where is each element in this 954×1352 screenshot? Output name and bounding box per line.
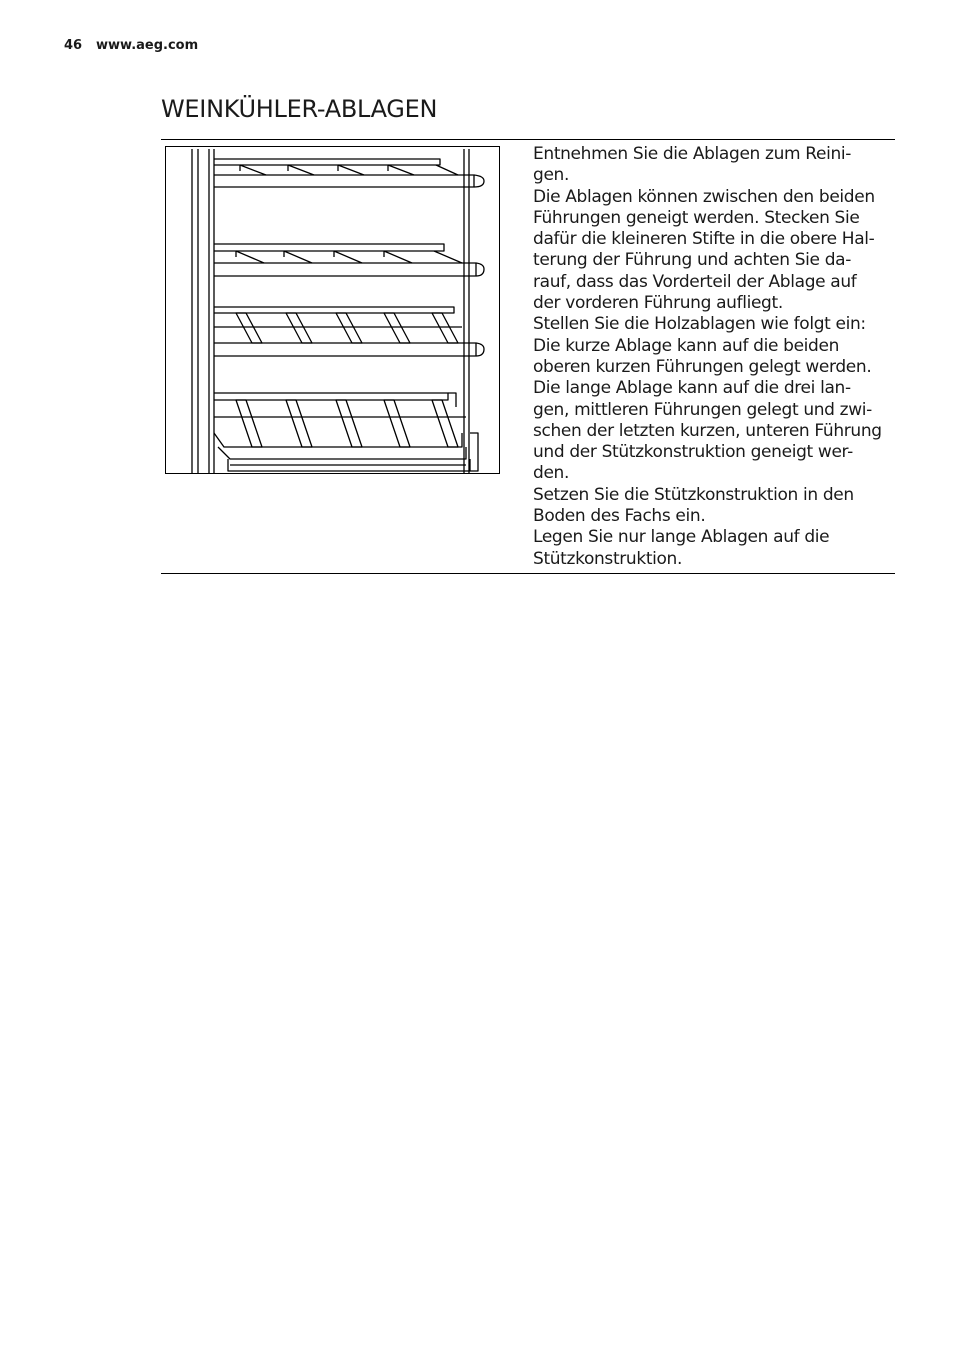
section-title: WEINKÜHLER-ABLAGEN bbox=[161, 95, 438, 123]
wine-shelves-illustration bbox=[165, 146, 500, 474]
website-url: www.aeg.com bbox=[96, 38, 199, 53]
support-construction bbox=[218, 433, 478, 471]
instruction-paragraph: Die Ablagen können zwischen den beiden Führungen geneigt werden. Stecken Sie dafür die kleineren Stifte in die obere Hal- terung der Führung und achten Sie da- rauf, dass das Vorderteil der Ablage auf der vorderen Führung aufliegt. bbox=[533, 186, 875, 314]
instruction-text bbox=[533, 144, 888, 570]
instruction-paragraph: Setzen Sie die Stützkonstruktion in den Boden des Fachs ein. bbox=[533, 484, 854, 527]
page-number: 46 bbox=[64, 38, 83, 53]
cabinet-right-wall bbox=[464, 149, 469, 474]
shelf-1 bbox=[214, 159, 484, 187]
shelf-2 bbox=[214, 244, 484, 276]
instruction-paragraph: Stellen Sie die Holzablagen wie folgt ein: bbox=[533, 314, 866, 335]
instruction-paragraph: Die kurze Ablage kann auf die beiden oberen kurzen Führungen gelegt werden. bbox=[533, 335, 872, 377]
cabinet-left-wall bbox=[192, 149, 214, 474]
shelf-3 bbox=[214, 307, 484, 356]
shelf-4 bbox=[214, 393, 466, 447]
instruction-paragraph: Entnehmen Sie die Ablagen zum Reini- gen. bbox=[533, 144, 852, 186]
bottom-rule bbox=[161, 573, 895, 574]
instruction-paragraph: Legen Sie nur lange Ablagen auf die Stützkonstruktion. bbox=[533, 527, 830, 569]
instruction-paragraph: Die lange Ablage kann auf die drei lan- gen, mittleren Führungen gelegt und zwi- schen der letzten kurzen, unteren Führung und der Stützkonstruktion geneigt wer- den. bbox=[533, 378, 882, 484]
top-rule bbox=[161, 139, 895, 140]
